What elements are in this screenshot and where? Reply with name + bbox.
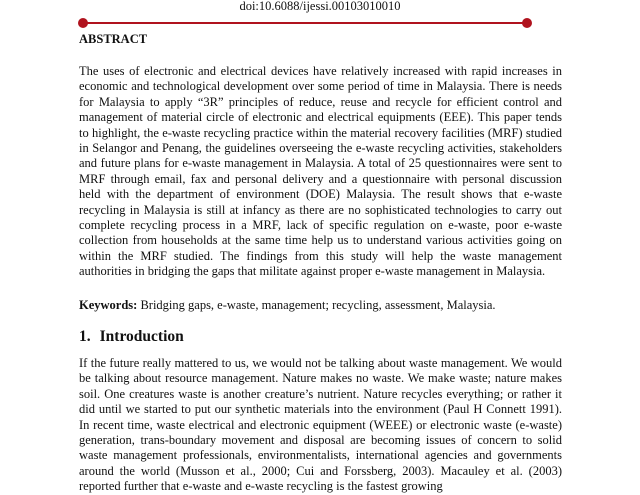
doi-line: doi:10.6088/ijessi.00103010010 — [239, 0, 401, 13]
section-number: 1. — [79, 328, 91, 345]
abstract-body: The uses of electronic and electrical devices have relatively increased with rapid increases in economic and technological development over some period of time in Malaysia. There is needs for Malaysia to apply “3R” principles of reduce, reuse and recycle for efficient control and management of material circle of electronic and electrical equipments (EEE). This paper tends to highlight, the e-waste recycling practice within the material recovery facilities (MRF) studied in Selangor and Penang, the guidelines overseeing the e-waste recycling activities, stakeholders and future plans for e-waste management in Malaysia. A total of 25 questionnaires were sent to MRF through email, fax and personal delivery and a questionnaire with personal discussion held with the department of environment (DOE) Malaysia. The result shows that e-waste recycling in Malaysia is still at infancy as there are no sophisticated technologies to carry out complete recycling process in a MRF, lack of specific regulation on e-waste, poor e-waste collection from households at the same time help us to understand various activities going on within the MRF studied. The findings from this study will help the waste management authorities in bridging the gaps that militate against proper e-waste management in Malaysia. — [79, 64, 562, 279]
keywords-line — [79, 298, 562, 313]
introduction-body: If the future really mattered to us, we would not be talking about waste management. We would be talking about resource management. Nature makes no waste. We make waste; nature makes soil. One creatures waste is another creature’s nutrient. Nature recycles everything; or rather it did until we started to put our synthetic materials into the environment (Paul H Connett 1991). In recent time, waste electrical and electronic equipment (WEEE) or electronic waste (e-waste) generation, trans-boundary movement and disposal are becoming issues of concern to solid waste management professionals, environmentalists, international agencies and governments around the world (Musson et al., 2000; Cui and Forssberg, 2003). Macauley et al. (2003) reported further that e-waste and e-waste recycling is the fastest growing — [79, 356, 562, 494]
abstract-heading: ABSTRACT — [79, 32, 148, 46]
rule-line — [84, 22, 526, 24]
rule-dot-right — [522, 18, 532, 28]
header-rule — [78, 18, 532, 28]
keywords-text: Bridging gaps, e-waste, management; recycling, assessment, Malaysia. — [140, 298, 496, 312]
keywords-label: Keywords: — [79, 298, 138, 312]
section-heading-introduction — [79, 328, 184, 346]
section-title: Introduction — [99, 328, 184, 345]
